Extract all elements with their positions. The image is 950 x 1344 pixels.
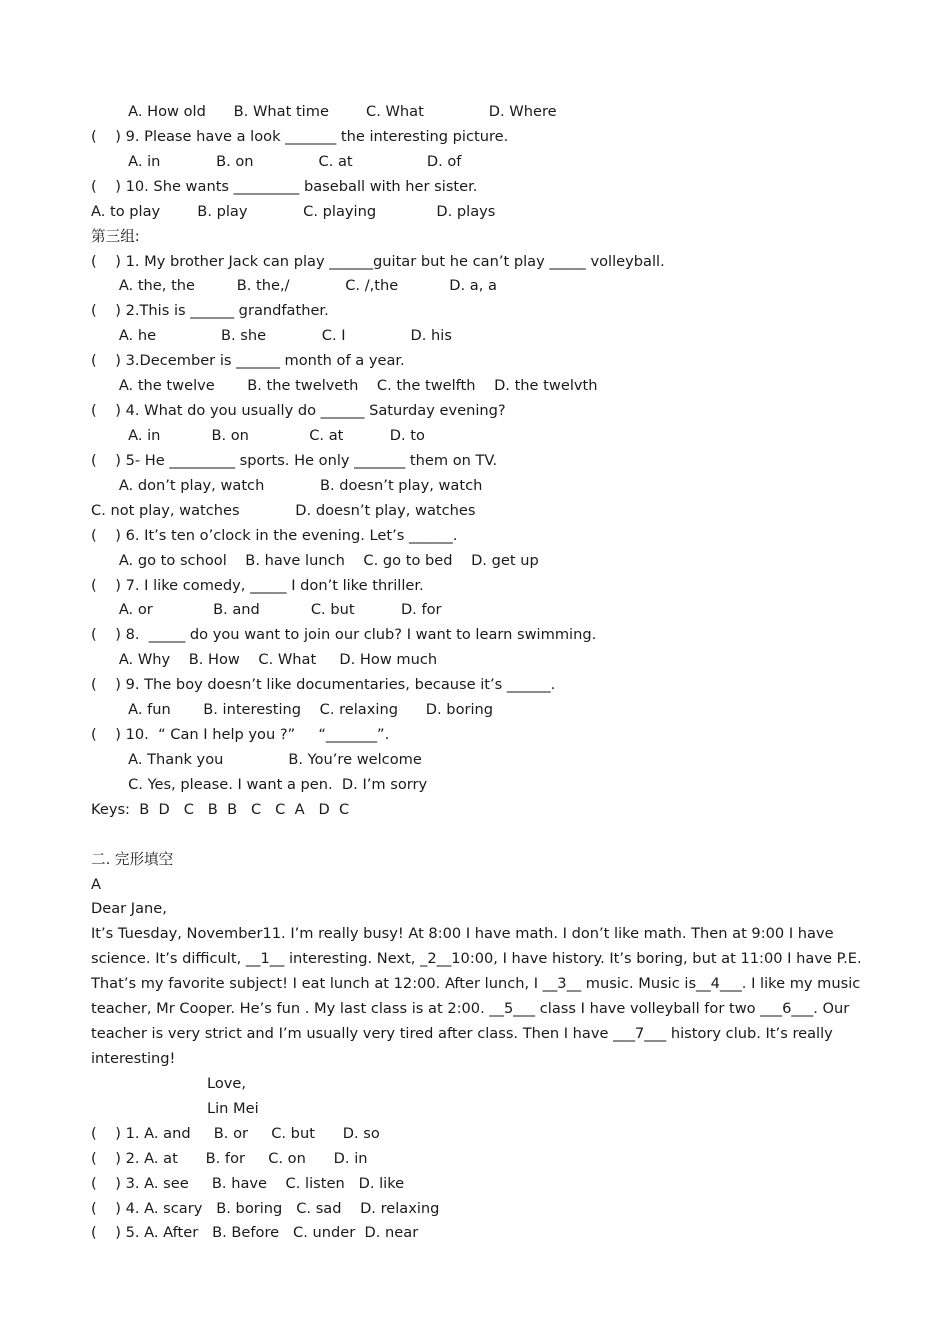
text-line: ( ) 5. A. After B. Before C. under D. near [91, 1224, 419, 1242]
text-line: A. the twelve B. the twelveth C. the twelfth D. the twelvth [91, 377, 598, 395]
text-line: science. It’s difficult, __1__ interesting. Next, _2__10:00, I have history. It’s boring, but at 11:00 I have P.E. [91, 950, 862, 968]
text-line: ( ) 2.This is ______ grandfather. [91, 302, 329, 320]
text-line: That’s my favorite subject! I eat lunch at 12:00. After lunch, I __3__ music. Music is__4___. I like my music [91, 975, 861, 993]
text-line: A. in B. on C. at D. to [91, 427, 425, 444]
text-line: ( ) 2. A. at B. for C. on D. in [91, 1149, 368, 1167]
text-line: A. he B. she C. I D. his [91, 327, 452, 345]
text-line: C. not play, watches D. doesn’t play, watches [91, 501, 476, 519]
text-line: ( ) 1. A. and B. or C. but D. so [91, 1124, 380, 1142]
text-line: A. Thank you B. You’re welcome [91, 750, 422, 768]
text-line: A. How old B. What time C. What D. Where [91, 103, 557, 120]
text-line: ( ) 8. _____ do you want to join our club? I want to learn swimming. [91, 626, 597, 644]
text-line: ( ) 6. It’s ten o’clock in the evening. Let’s ______. [91, 526, 458, 544]
text-line: Love, [91, 1074, 247, 1092]
text-line: 二. 完形填空 [91, 850, 174, 868]
text-line: 第三组: [91, 227, 140, 245]
text-line: Dear Jane, [91, 900, 167, 918]
text-line: A. in B. on C. at D. of [91, 152, 462, 170]
text-line: A [91, 875, 101, 893]
text-line: ( ) 10. She wants _________ baseball with her sister. [91, 177, 478, 195]
text-line: A. to play B. play C. playing D. plays [91, 202, 496, 220]
text-line: A. Why B. How C. What D. How much [91, 651, 438, 669]
text-line: Keys: B D C B B C C A D C [91, 800, 350, 818]
text-line: ( ) 1. My brother Jack can play ______guitar but he can’t play _____ volleyball. [91, 252, 665, 270]
text-line: teacher, Mr Cooper. He’s fun . My last class is at 2:00. __5___ class I have volleyball for two ___6___. Our [91, 1000, 850, 1018]
text-line [91, 825, 851, 845]
text-line: ( ) 10. “ Can I help you ?” “_______”. [91, 726, 390, 743]
text-line: It’s Tuesday, November11. I’m really busy! At 8:00 I have math. I don’t like math. Then at 9:00 I have [91, 925, 834, 943]
text-line: ( ) 3.December is ______ month of a year. [91, 352, 405, 370]
text-line: A. the, the B. the,/ C. /,the D. a, a [91, 277, 497, 295]
text-line: A. don’t play, watch B. doesn’t play, watch [91, 476, 483, 494]
text-line: Lin Mei [91, 1099, 259, 1117]
text-line: ( ) 4. What do you usually do ______ Saturday evening? [91, 402, 506, 419]
text-line: teacher is very strict and I’m usually very tired after class. Then I have ___7___ history club. It’s really [91, 1025, 833, 1042]
text-line: C. Yes, please. I want a pen. D. I’m sorry [91, 775, 428, 793]
text-line: ( ) 9. The boy doesn’t like documentaries, because it’s ______. [91, 676, 556, 694]
text-line: ( ) 5- He _________ sports. He only _______ them on TV. [91, 451, 498, 469]
text-line: ( ) 7. I like comedy, _____ I don’t like thriller. [91, 576, 424, 594]
text-line: ( ) 4. A. scary B. boring C. sad D. relaxing [91, 1199, 440, 1217]
text-line: interesting! [91, 1050, 176, 1067]
text-line: A. go to school B. have lunch C. go to bed D. get up [91, 551, 539, 569]
text-line: A. or B. and C. but D. for [91, 601, 442, 619]
text-line: ( ) 9. Please have a look _______ the interesting picture. [91, 127, 509, 145]
text-line: ( ) 3. A. see B. have C. listen D. like [91, 1174, 405, 1192]
text-line: A. fun B. interesting C. relaxing D. boring [91, 701, 494, 719]
